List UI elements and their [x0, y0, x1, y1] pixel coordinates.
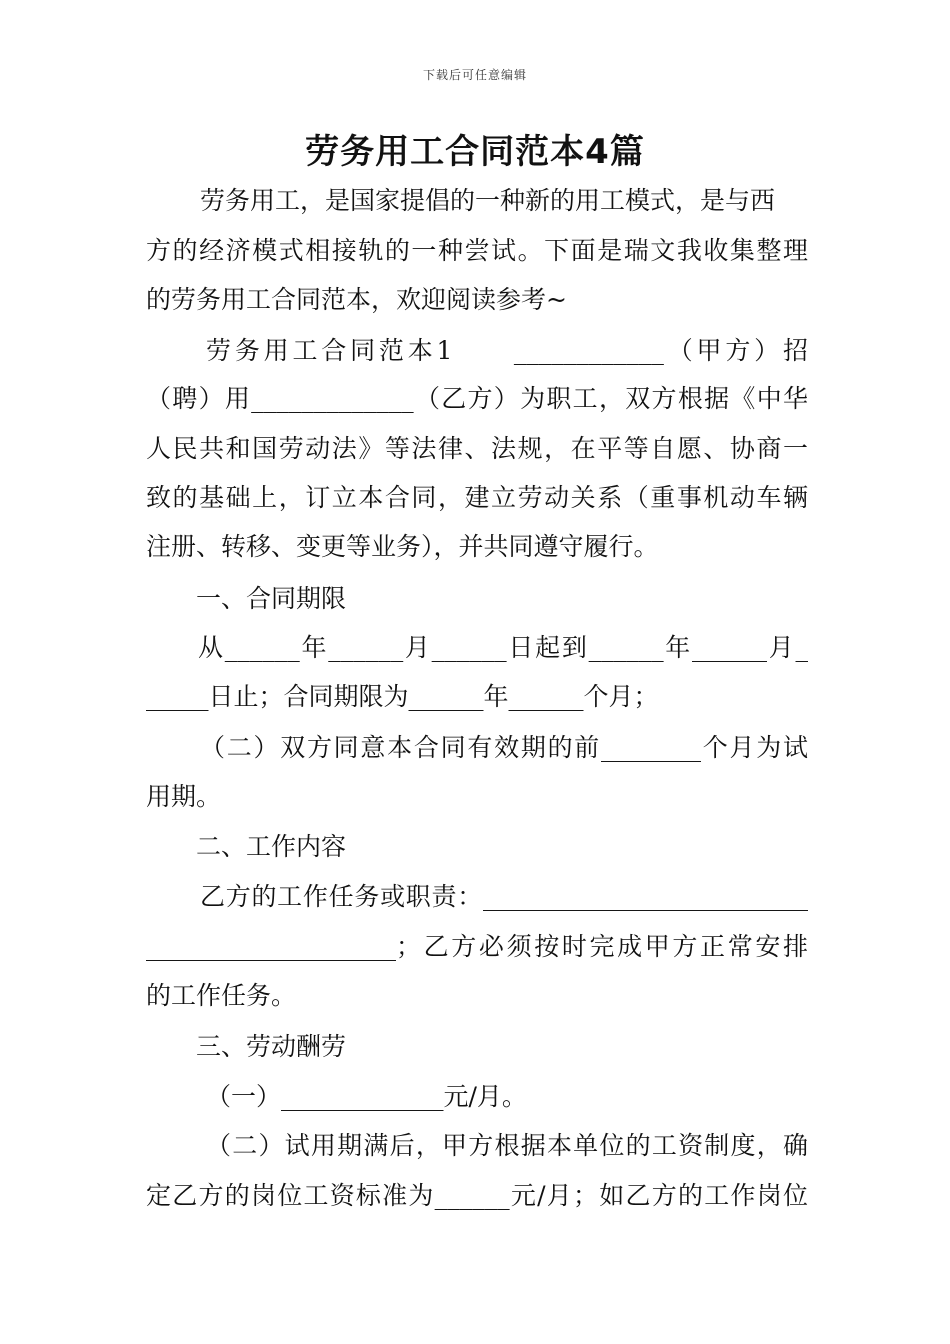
paragraph-line: 人民共和国劳动法》等法律、法规，在平等自愿、协商一	[146, 434, 808, 463]
paragraph-line: ____________________；乙方必须按时完成甲方正常安排	[146, 932, 808, 961]
paragraph-line: 的工作任务。	[146, 981, 297, 1010]
paragraph-line: 方的经济模式相接轨的一种尝试。下面是瑞文我收集整理	[146, 236, 808, 265]
paragraph-line: 用期。	[146, 782, 222, 811]
paragraph-line: （一）_____________元/月。	[206, 1082, 527, 1111]
paragraph-line: 致的基础上，订立本合同，建立劳动关系（重事机动车辆	[146, 483, 808, 512]
paragraph-line: （聘）用_____________（乙方）为职工，双方根据《中华	[146, 384, 808, 413]
paragraph-line: （二）试用期满后，甲方根据本单位的工资制度，确	[206, 1131, 808, 1160]
section-heading: 二、工作内容	[196, 832, 347, 861]
paragraph-line: 的劳务用工合同范本，欢迎阅读参考~	[146, 285, 567, 314]
paragraph-line: 注册、转移、变更等业务），并共同遵守履行。	[146, 532, 659, 561]
header-note: 下载后可任意编辑	[422, 68, 527, 82]
paragraph-line: 定乙方的岗位工资标准为______元/月；如乙方的工作岗位	[146, 1181, 808, 1210]
section-heading: 三、劳动酬劳	[196, 1032, 347, 1061]
paragraph-line: 劳务用工，是国家提倡的一种新的用工模式，是与西	[200, 186, 776, 215]
paragraph-line: _____日止；合同期限为______年______个月；	[146, 682, 659, 711]
paragraph-line: （二）双方同意本合同有效期的前________个月为试	[200, 733, 808, 762]
document-title: 劳务用工合同范本4篇	[305, 132, 645, 172]
paragraph-line: 劳务用工合同范本1 ____________（甲方）招	[206, 336, 808, 365]
paragraph-line: 从______年______月______日起到______年______月_	[198, 633, 808, 662]
paragraph-line: 乙方的工作任务或职责：__________________________	[200, 882, 808, 911]
section-heading: 一、合同期限	[196, 584, 347, 613]
